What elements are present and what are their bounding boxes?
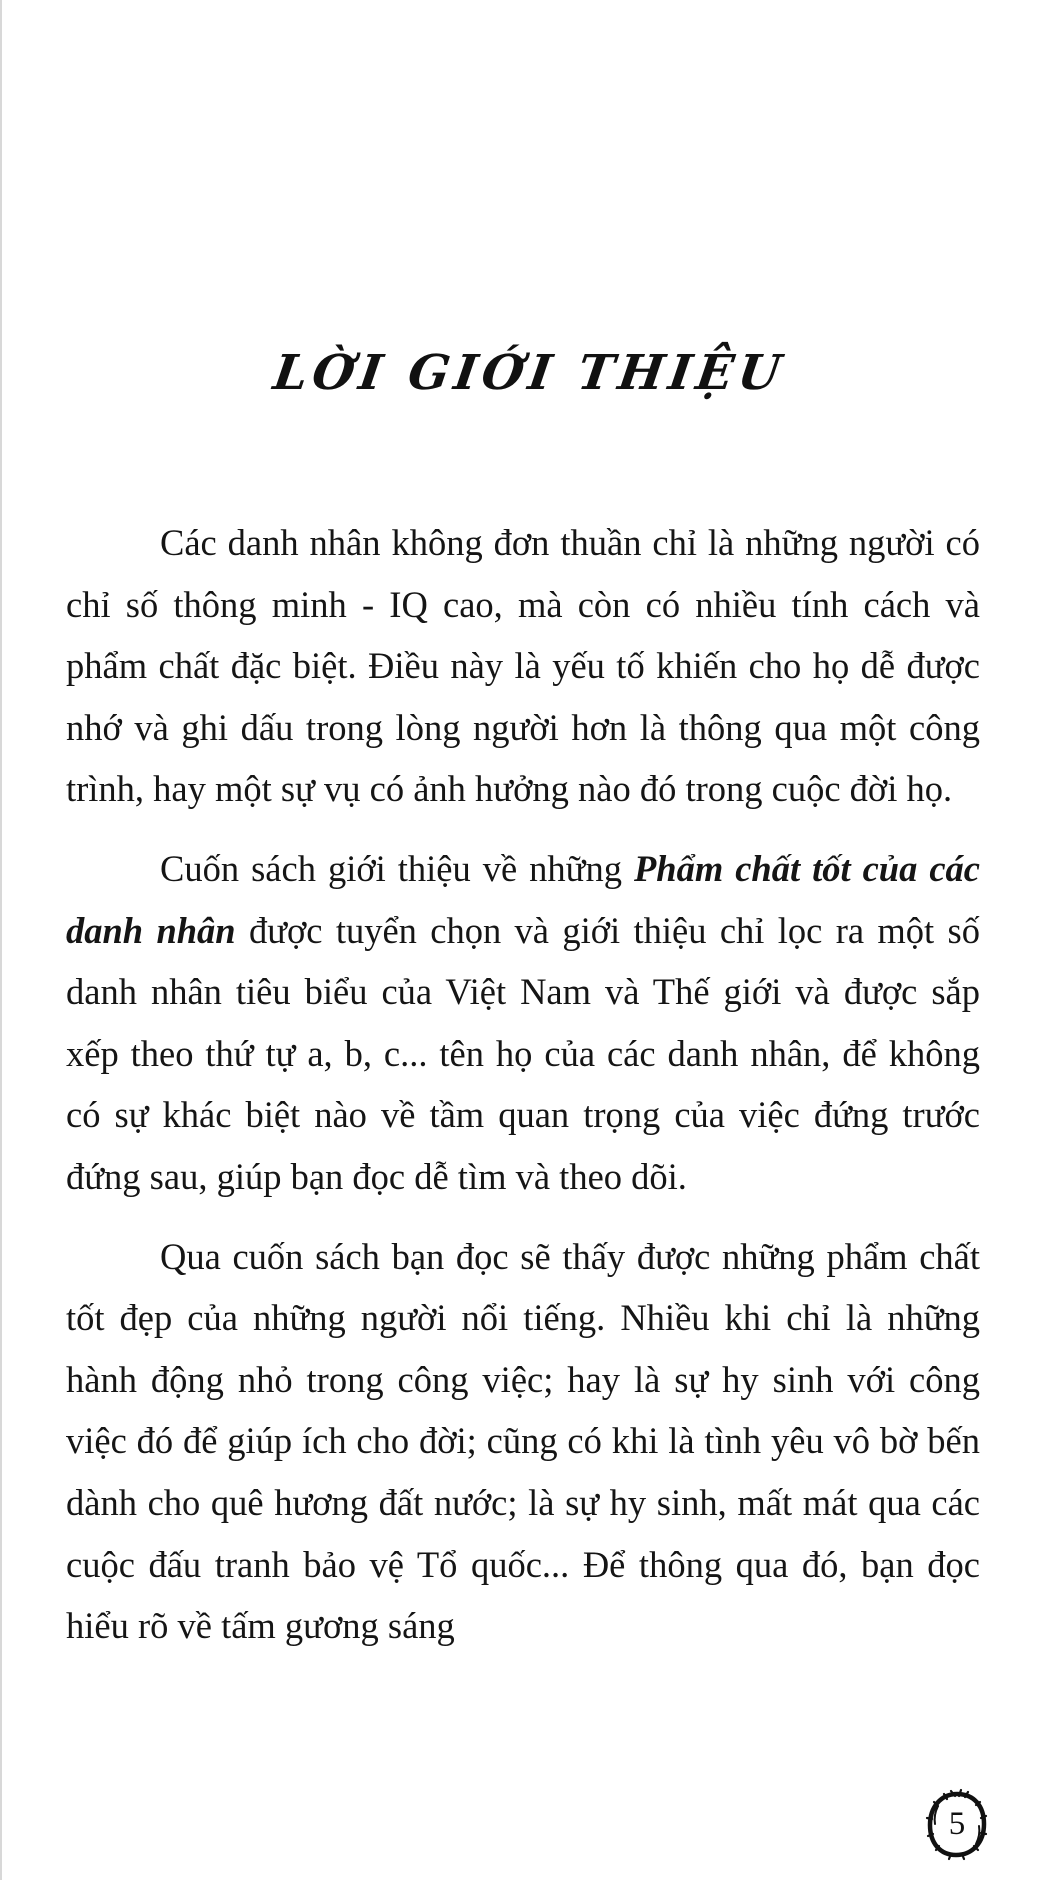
paragraph-1-text: Các danh nhân không đơn thuần chỉ là những người có chỉ số thông minh - IQ cao, mà còn có nhiều tính cách và phẩm chất đặc biệt. Điều này là yếu tố khiến cho họ dễ được nhớ và ghi dấu trong lòng người hơn là thông qua một công trình, hay một sự vụ có ảnh hưởng nào đó trong cuộc đời họ. (66, 522, 980, 810)
paragraph-2-text-start: Cuốn sách giới thiệu về những (160, 847, 634, 889)
body-text (66, 512, 980, 1657)
page-number-badge (924, 1788, 990, 1862)
paragraph-2-text-end: được tuyển chọn và giới thiệu chỉ lọc ra một số danh nhân tiêu biểu của Việt Nam và Thế giới và được sắp xếp theo thứ tự a, b, c... tên họ của các danh nhân, để không có sự khác biệt nào về tầm quan trọng của việc đứng trước đứng sau, giúp bạn đọc dễ tìm và theo dõi. (66, 909, 980, 1197)
page-number: 5 (948, 1806, 966, 1842)
paragraph-1 (66, 512, 980, 820)
paragraph-3 (66, 1226, 980, 1657)
page-edge (0, 0, 2, 1880)
book-title-emphasis: Phẩm chất tốt của các danh nhân (66, 847, 981, 951)
paragraph-3-text: Qua cuốn sách bạn đọc sẽ thấy được những phẩm chất tốt đẹp của những người nổi tiếng. Nhiều khi chỉ là những hành động nhỏ trong công việc; hay là sự hy sinh với công việc đó để giúp ích cho đời; cũng có khi là tình yêu vô bờ bến dành cho quê hương đất nước; là sự hy sinh, mất mát qua các cuộc đấu tranh bảo vệ Tổ quốc... Để thông qua đó, bạn đọc hiểu rõ về tấm gương sáng (66, 1235, 980, 1647)
paragraph-2 (66, 838, 980, 1208)
page-title: LỜI GIỚI THIỆU (270, 345, 789, 401)
